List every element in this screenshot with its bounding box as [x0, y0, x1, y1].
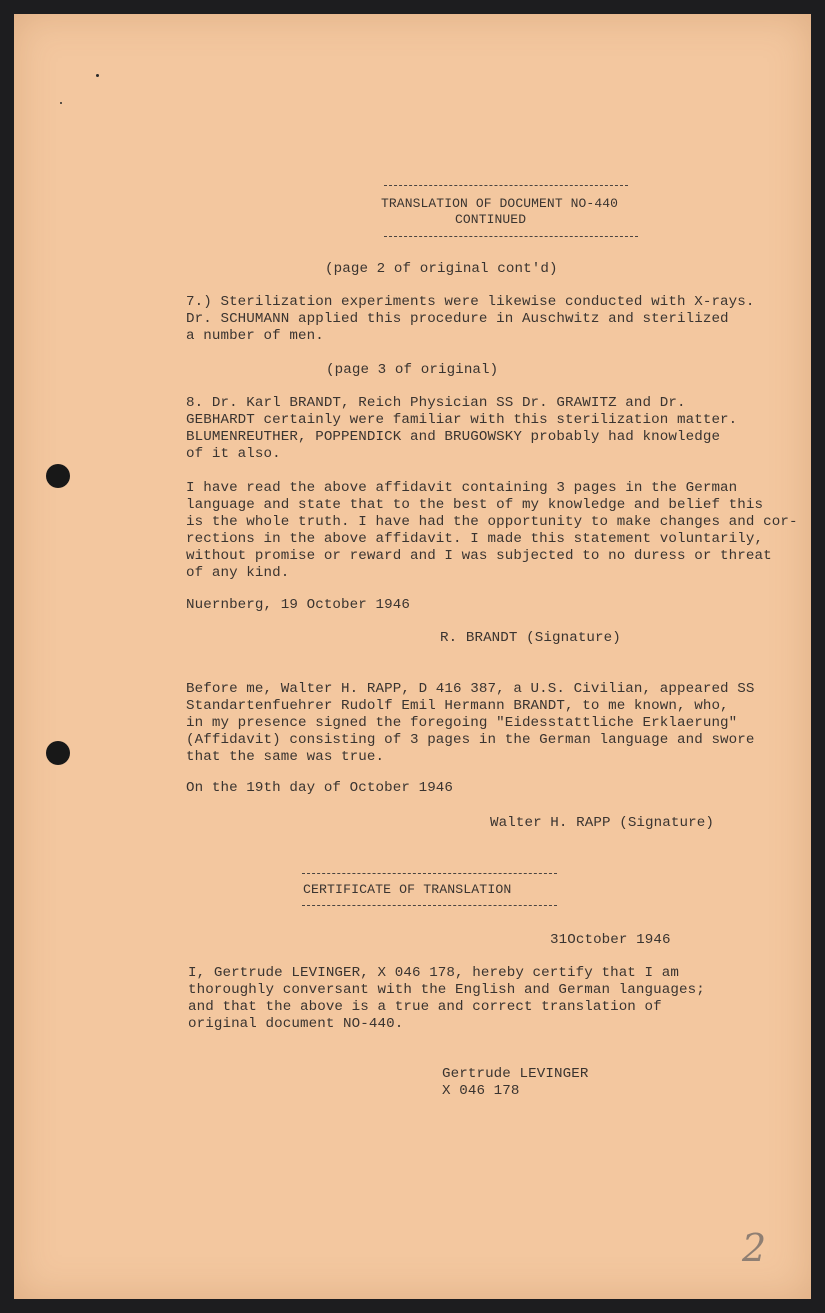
paragraph-line: Before me, Walter H. RAPP, D 416 387, a U.S. Civilian, appeared SS: [186, 681, 755, 697]
place-date: Nuernberg, 19 October 1946: [186, 597, 410, 613]
document-title: TRANSLATION OF DOCUMENT NO-440: [381, 196, 619, 211]
paragraph-line: GEBHARDT certainly were familiar with this sterilization matter.: [186, 412, 738, 428]
paragraph-line: of any kind.: [186, 565, 290, 581]
paragraph-line: in my presence signed the foregoing "Eidesstattliche Erklaerung": [186, 715, 738, 731]
witness-date: On the 19th day of October 1946: [186, 780, 454, 796]
paper-speck: [96, 74, 99, 77]
punch-hole-upper: [46, 464, 70, 488]
paragraph-line: a number of men.: [186, 328, 324, 344]
paragraph-line: that the same was true.: [186, 749, 385, 765]
certificate-date: 31October 1946: [550, 932, 671, 948]
paragraph-line: without promise or reward and I was subjected to no duress or threat: [186, 548, 772, 564]
document-subtitle: CONTINUED: [455, 212, 527, 227]
certificate-rule-bottom: [302, 905, 557, 906]
page2-label: (page 2 of original cont'd): [325, 261, 558, 277]
rapp-signature: Walter H. RAPP (Signature): [490, 815, 714, 831]
paper-speck: [60, 102, 62, 104]
paragraph-line: Standartenfuehrer Rudolf Emil Hermann BRANDT, to me known, who,: [186, 698, 729, 714]
paragraph-line: is the whole truth. I have had the opportunity to make changes and cor-: [186, 514, 798, 530]
brandt-signature: R. BRANDT (Signature): [440, 630, 621, 646]
paragraph-line: 8. Dr. Karl BRANDT, Reich Physician SS Dr. GRAWITZ and Dr.: [186, 395, 686, 411]
punch-hole-lower: [46, 741, 70, 765]
paragraph-line: and that the above is a true and correct translation of: [188, 999, 662, 1015]
header-rule-bottom: [384, 236, 638, 237]
paragraph-line: (Affidavit) consisting of 3 pages in the German language and swore: [186, 732, 755, 748]
paragraph-line: I, Gertrude LEVINGER, X 046 178, hereby certify that I am: [188, 965, 679, 981]
paragraph-line: I have read the above affidavit containing 3 pages in the German: [186, 480, 738, 496]
header-rule-top: [384, 185, 628, 186]
paragraph-line: rections in the above affidavit. I made this statement voluntarily,: [186, 531, 764, 547]
certificate-rule-top: [302, 873, 557, 874]
page3-label: (page 3 of original): [326, 362, 499, 378]
translator-name: Gertrude LEVINGER: [442, 1066, 589, 1082]
paragraph-line: original document NO-440.: [188, 1016, 404, 1032]
paragraph-line: language and state that to the best of my knowledge and belief this: [186, 497, 764, 513]
paragraph-line: 7.) Sterilization experiments were likewise conducted with X-rays.: [186, 294, 755, 310]
paragraph-line: of it also.: [186, 446, 281, 462]
document-page: [14, 14, 811, 1299]
certificate-title: CERTIFICATE OF TRANSLATION: [303, 882, 512, 897]
handwritten-page-number: 2: [742, 1226, 767, 1270]
paragraph-line: BLUMENREUTHER, POPPENDICK and BRUGOWSKY probably had knowledge: [186, 429, 721, 445]
translator-id: X 046 178: [442, 1083, 520, 1099]
paragraph-line: thoroughly conversant with the English and German languages;: [188, 982, 705, 998]
paragraph-line: Dr. SCHUMANN applied this procedure in Auschwitz and sterilized: [186, 311, 729, 327]
